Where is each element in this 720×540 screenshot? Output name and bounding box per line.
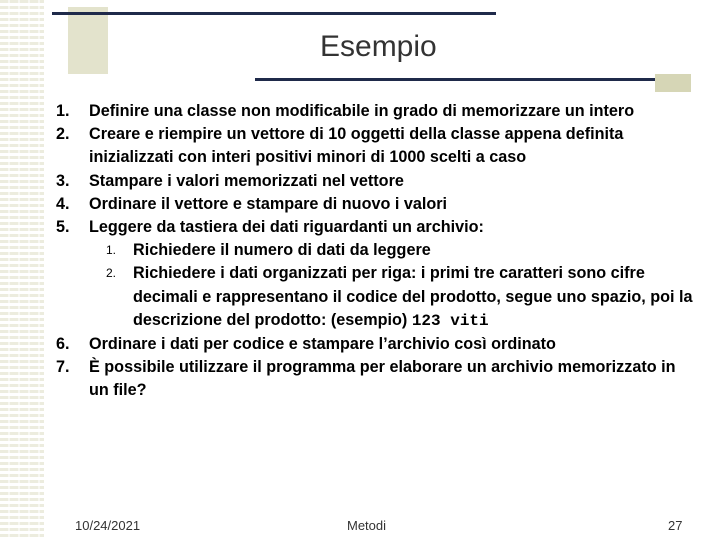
subitem-text: Richiedere i dati organizzati per riga: i primi tre caratteri sono cifre decimali e rappresentano il codice del prodotto, segue uno spazio, poi la descrizione del prodotto: (esempio): [133, 264, 693, 329]
item-number: 4.: [56, 194, 70, 213]
item-text: Creare e riempire un vettore di 10 oggetti della classe appena definita inizializzati con interi positivi minori di 1000 scelti a caso: [89, 125, 624, 167]
item-text: Ordinare il vettore e stampare di nuovo i valori: [89, 194, 448, 213]
list-item: [56, 193, 696, 216]
item-text: È possibile utilizzare il programma per elaborare un archivio memorizzato in un file?: [89, 358, 676, 400]
list-item: [56, 170, 696, 193]
code-example: 123 viti: [411, 311, 489, 330]
page-number: 27: [668, 518, 683, 533]
item-number: 1.: [56, 102, 70, 120]
list-item: [56, 333, 696, 356]
item-number: 6.: [56, 335, 70, 354]
slide-content: [56, 100, 696, 403]
list-item: [56, 123, 696, 169]
decorative-stripe: [0, 0, 44, 540]
item-text: Definire una classe non modificabile in grado di memorizzare un intero: [89, 102, 635, 120]
decorative-bar: [655, 74, 691, 92]
subitem-number: 2.: [106, 266, 117, 281]
item-text: Leggere da tastiera dei dati riguardanti un archivio:: [89, 218, 484, 237]
item-number: 5.: [56, 218, 70, 237]
item-number: 2.: [56, 125, 70, 144]
item-text: Ordinare i dati per codice e stampare l’archivio così ordinato: [89, 335, 556, 354]
item-number: 3.: [56, 171, 70, 190]
sub-list-item: [56, 239, 696, 262]
footer-date: 10/24/2021: [75, 518, 141, 533]
footer-title: Metodi: [347, 518, 387, 533]
item-number: 7.: [56, 358, 70, 377]
item-text: Stampare i valori memorizzati nel vettore: [89, 171, 404, 190]
subitem-number: 1.: [106, 243, 117, 258]
list-item: [56, 216, 696, 239]
list-item: [56, 100, 696, 123]
list-item: [56, 356, 696, 402]
title-rule-top: [52, 12, 496, 15]
subitem-text: Richiedere il numero di dati da leggere: [133, 241, 431, 260]
sub-list-item: [56, 262, 696, 333]
decorative-square: [68, 7, 108, 74]
title-rule-bottom: [255, 78, 655, 81]
slide-title: Esempio: [320, 30, 437, 63]
